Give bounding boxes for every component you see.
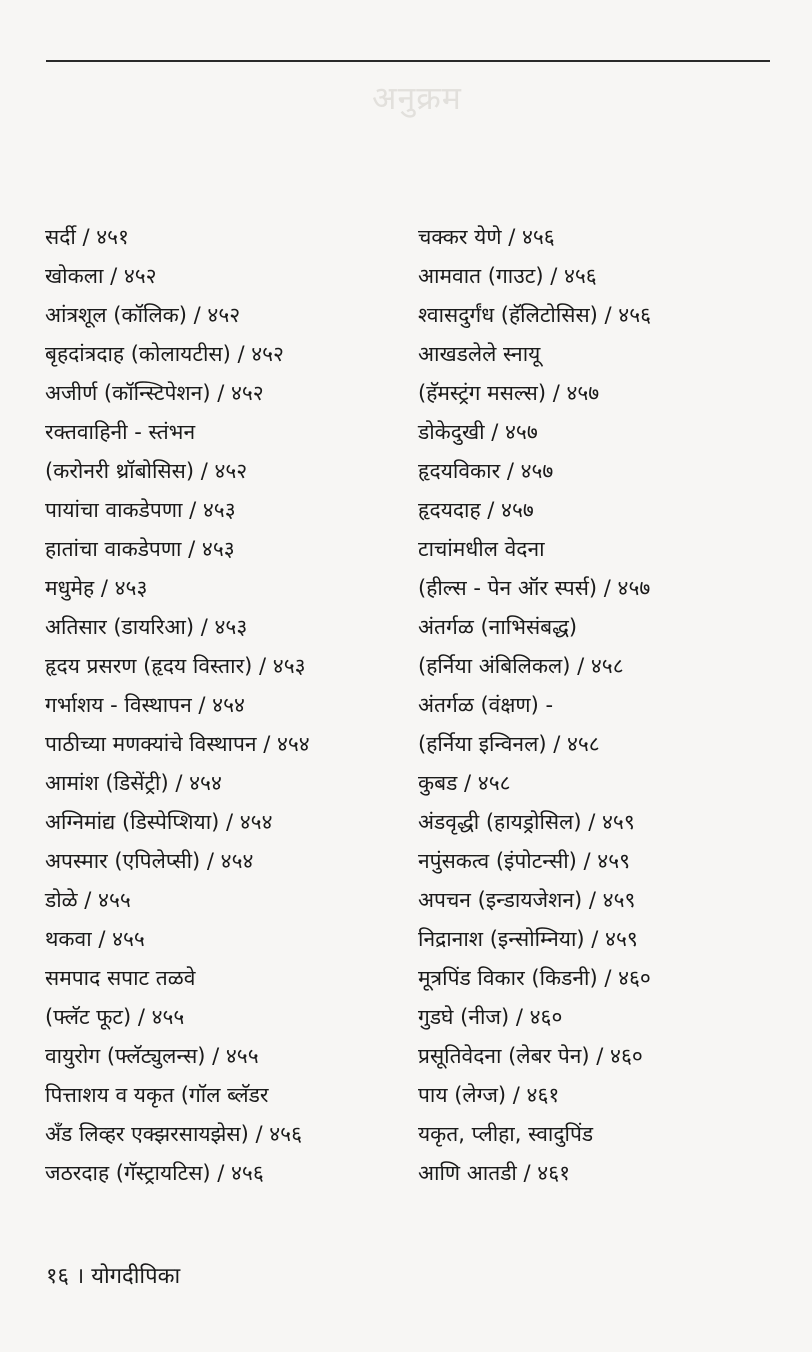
index-entry: अपचन (इन्डायजेशन) / ४५९	[418, 888, 636, 912]
index-entry: अंडवृद्धी (हायड्रोसिल) / ४५९	[418, 810, 635, 834]
index-entry: यकृत, प्लीहा, स्वादुपिंड	[418, 1122, 594, 1146]
index-entry: आंत्रशूल (कॉलिक) / ४५२	[45, 303, 241, 327]
index-entry: हृदयविकार / ४५७	[418, 459, 554, 483]
index-entry: हृदयदाह / ४५७	[418, 498, 534, 522]
index-entry: श्वासदुर्गंध (हॅलिटोसिस) / ४५६	[418, 303, 652, 327]
index-entry: रक्तवाहिनी - स्तंभन	[45, 420, 196, 444]
index-entry: अपस्मार (एपिलेप्सी) / ४५४	[45, 849, 254, 873]
index-entry: जठरदाह (गॅस्ट्रायटिस) / ४५६	[45, 1161, 264, 1185]
index-entry: (फ्लॅट फूट) / ४५५	[45, 1005, 185, 1029]
index-entry: निद्रानाश (इन्सोम्निया) / ४५९	[418, 927, 638, 951]
index-entry: बृहदांत्रदाह (कोलायटीस) / ४५२	[45, 342, 284, 366]
index-entry: अंतर्गळ (वंक्षण) -	[418, 693, 554, 717]
index-entry: आणि आतडी / ४६१	[418, 1161, 571, 1185]
index-entry: (हर्निया इन्विनल) / ४५८	[418, 732, 600, 756]
index-entry: थकवा / ४५५	[45, 927, 145, 951]
index-entry: आमवात (गाउट) / ४५६	[418, 264, 597, 288]
index-entry: अजीर्ण (कॉन्स्टिपेशन) / ४५२	[45, 381, 264, 405]
index-entry: डोकेदुखी / ४५७	[418, 420, 538, 444]
index-entry: अतिसार (डायरिआ) / ४५३	[45, 615, 248, 639]
index-entry: (हर्निया अंबिलिकल) / ४५८	[418, 654, 624, 678]
index-column-right	[418, 218, 798, 1193]
index-entry: गुडघे (नीज) / ४६०	[418, 1005, 563, 1029]
index-entry: पायांचा वाकडेपणा / ४५३	[45, 498, 236, 522]
index-entry: प्रसूतिवेदना (लेबर पेन) / ४६०	[418, 1044, 643, 1068]
header-rule	[46, 60, 770, 62]
index-entry: अँड लिव्हर एक्झरसायझेस) / ४५६	[45, 1122, 303, 1146]
index-entry: अंतर्गळ (नाभिसंबद्ध)	[418, 615, 578, 639]
index-entry: टाचांमधील वेदना	[418, 537, 545, 561]
index-entry: खोकला / ४५२	[45, 264, 157, 288]
index-entry: पित्ताशय व यकृत (गॉल ब्लॅडर	[45, 1083, 269, 1107]
index-entry: सर्दी / ४५१	[45, 225, 129, 249]
index-entry: (करोनरी थ्रॉबोसिस) / ४५२	[45, 459, 248, 483]
show-through-heading: अनुक्रम	[372, 79, 462, 117]
index-entry: चक्कर येणे / ४५६	[418, 225, 555, 249]
index-entry: कुबड / ४५८	[418, 771, 511, 795]
index-entry: डोळे / ४५५	[45, 888, 131, 912]
index-entry: हातांचा वाकडेपणा / ४५३	[45, 537, 235, 561]
index-entry: हृदय प्रसरण (हृदय विस्तार) / ४५३	[45, 654, 306, 678]
index-entry: पाठीच्या मणक्यांचे विस्थापन / ४५४	[45, 732, 310, 756]
index-entry: मधुमेह / ४५३	[45, 576, 148, 600]
page-footer: १६ । योगदीपिका	[46, 1264, 181, 1289]
index-entry: (हील्स - पेन ऑर स्पर्स) / ४५७	[418, 576, 651, 600]
index-entry: वायुरोग (फ्लॅट्युलन्स) / ४५५	[45, 1044, 259, 1068]
index-entry: आमांश (डिसेंट्री) / ४५४	[45, 771, 222, 795]
index-entry: समपाद सपाट तळवे	[45, 966, 196, 990]
index-entry: मूत्रपिंड विकार (किडनी) / ४६०	[418, 966, 651, 990]
index-entry: पाय (लेग्ज) / ४६१	[418, 1083, 560, 1107]
index-entry: आखडलेले स्नायू	[418, 342, 541, 366]
index-entry: नपुंसकत्व (इंपोटन्सी) / ४५९	[418, 849, 631, 873]
index-entry: (हॅमस्ट्रंग मसल्स) / ४५७	[418, 381, 600, 405]
index-column-left	[45, 218, 425, 1193]
index-entry: अग्निमांद्य (डिस्पेप्शिया) / ४५४	[45, 810, 273, 834]
index-entry: गर्भाशय - विस्थापन / ४५४	[45, 693, 245, 717]
